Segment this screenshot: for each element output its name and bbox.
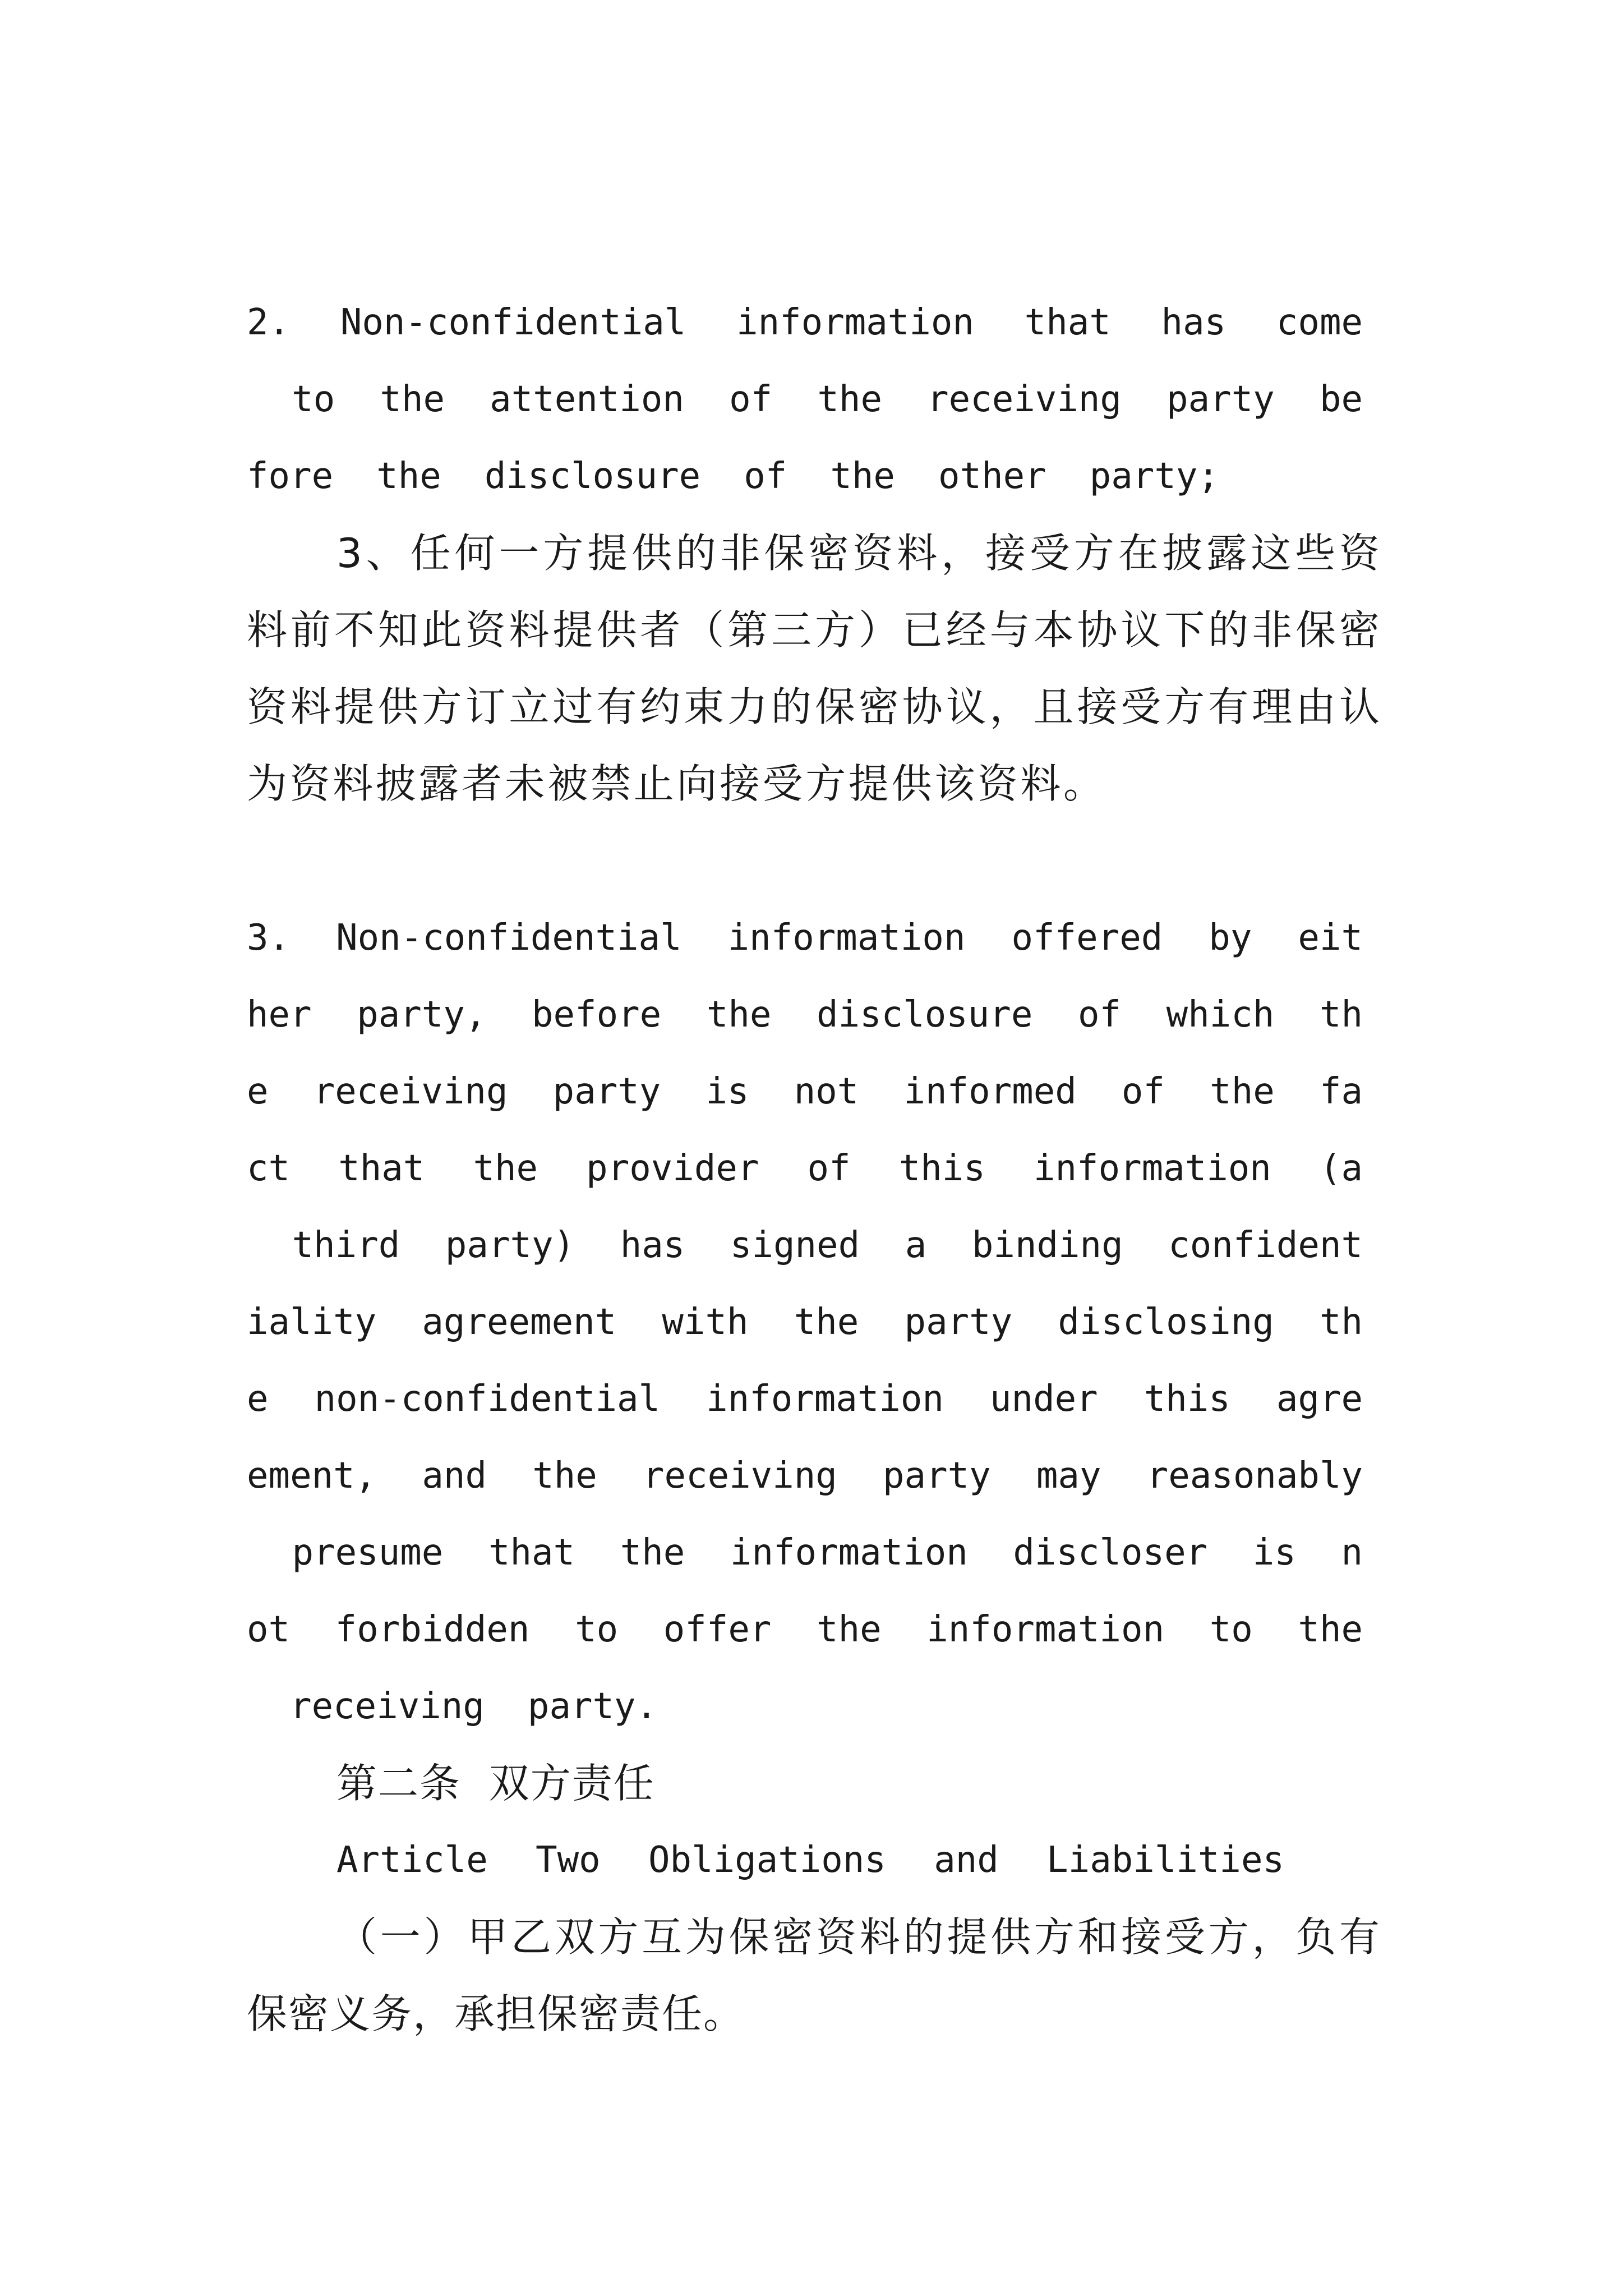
text-line: to the attention of the receiving party be bbox=[247, 379, 1363, 420]
text-line: ct that the provider of this information (a bbox=[247, 1148, 1363, 1189]
text-line: 保密义务，承担保密责任。 bbox=[247, 1990, 745, 2037]
text-line: ement, and the receiving party may reasonably bbox=[247, 1455, 1363, 1497]
text-line: receiving party. bbox=[247, 1686, 658, 1727]
text-line: 资料提供方订立过有约束力的保密协议，且接受方有理由认 bbox=[247, 683, 1381, 730]
text-line: 为资料披露者未被禁止向接受方提供该资料。 bbox=[247, 760, 1105, 807]
text-line: （一）甲乙双方互为保密资料的提供方和接受方，负有 bbox=[336, 1913, 1381, 1961]
text-line: 料前不知此资料提供者（第三方）已经与本协议下的非保密 bbox=[247, 606, 1381, 654]
text-line: fore the disclosure of the other party; bbox=[247, 455, 1219, 497]
text-line: third party) has signed a binding confident bbox=[247, 1225, 1363, 1266]
article-heading-en: Article Two Obligations and Liabilities bbox=[336, 1839, 1284, 1881]
article-heading-zh: 第二条 双方责任 bbox=[336, 1760, 655, 1807]
text-line: e non-confidential information under this agre bbox=[247, 1378, 1363, 1420]
text-line: 3、任何一方提供的非保密资料，接受方在披露这些资 bbox=[336, 530, 1381, 577]
text-line: iality agreement with the party disclosing th bbox=[247, 1301, 1363, 1343]
text-line: 2. Non-confidential information that has come bbox=[247, 302, 1363, 343]
text-line: her party, before the disclosure of which th bbox=[247, 994, 1363, 1036]
text-line: ot forbidden to offer the information to the bbox=[247, 1609, 1363, 1650]
text-line: presume that the information discloser is n bbox=[247, 1532, 1363, 1573]
text-line: e receiving party is not informed of the fa bbox=[247, 1071, 1363, 1112]
text-line: 3. Non-confidential information offered by eit bbox=[247, 917, 1363, 959]
